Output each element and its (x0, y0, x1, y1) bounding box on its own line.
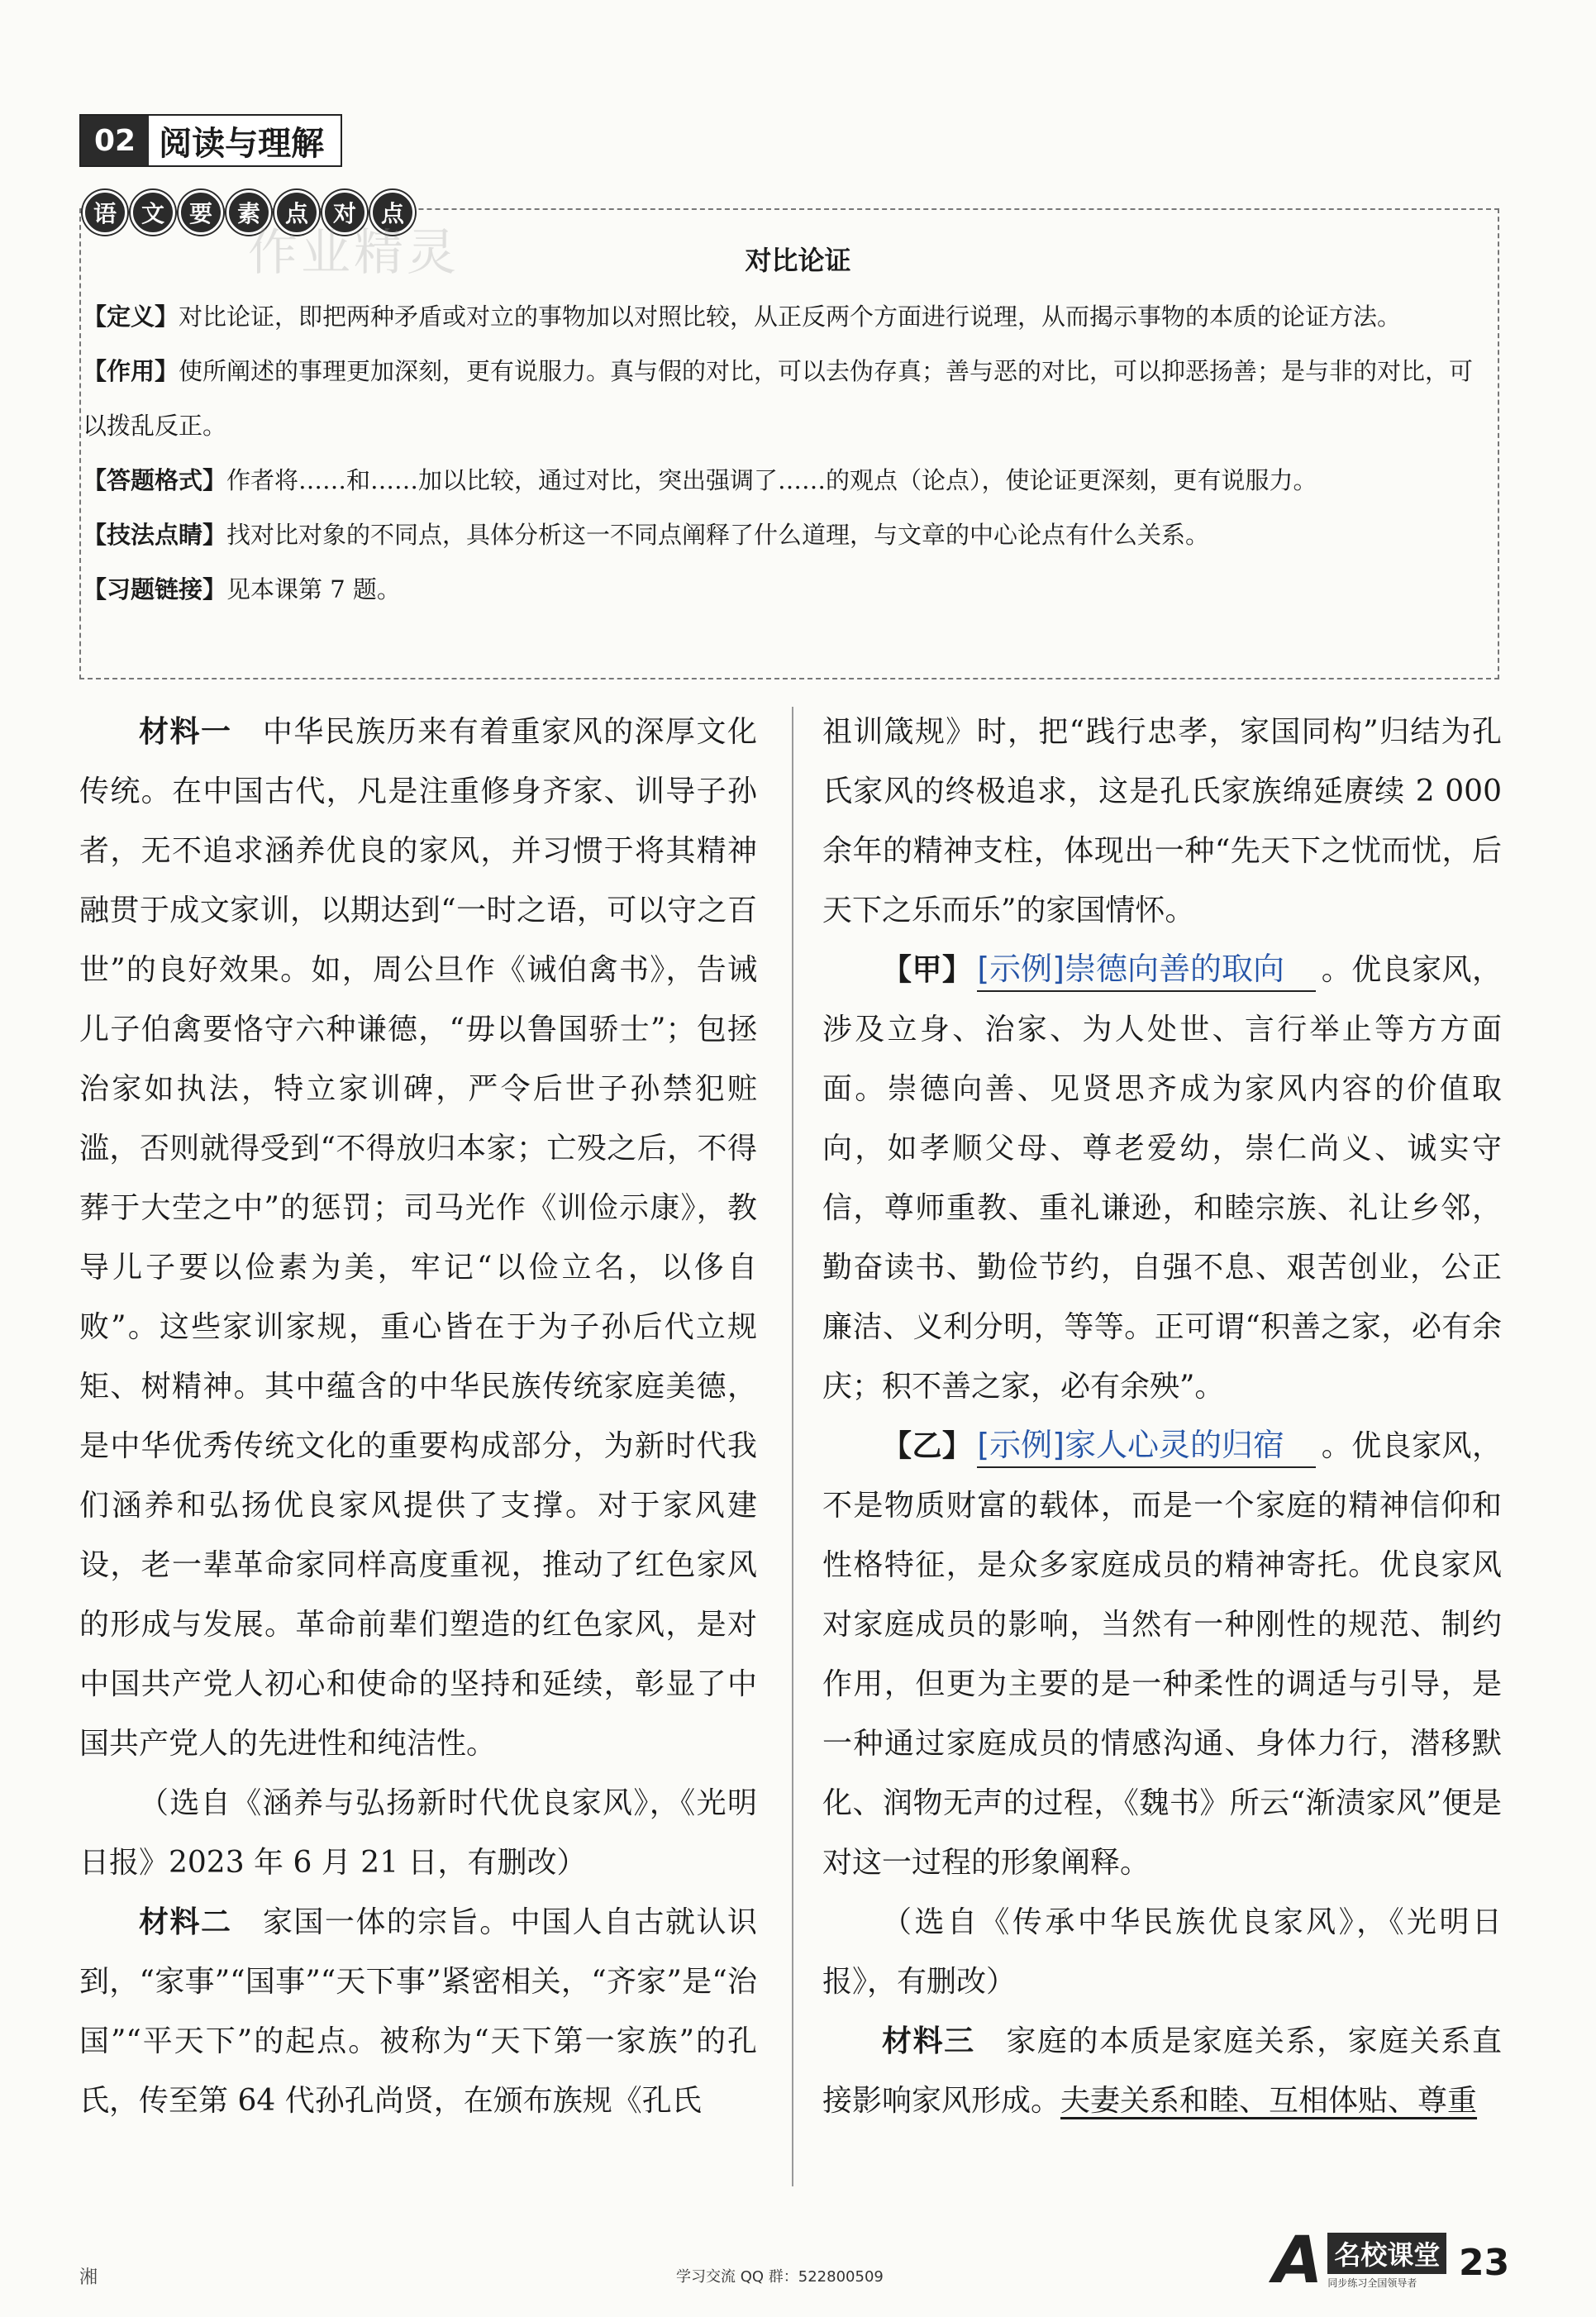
material-two (79, 1893, 757, 2131)
tag-char: 素 (226, 190, 271, 235)
definition-row (83, 289, 1496, 344)
tag-char: 对 (322, 190, 367, 235)
material-two-text: 家国一体的宗旨。中国人自古就认识到，“家事”“国事”“天下事”紧密相关，“齐家”是“治国”“平天下”的起点。被称为“天下第一家族”的孔氏，传至第 64 代孙孔尚贤，在颁布族规《孔氏 (79, 1905, 757, 2118)
tips-row (83, 508, 1496, 562)
column-divider (792, 707, 793, 2186)
footer-qq-group: 学习交流 QQ 群：522800509 (676, 2268, 884, 2286)
paragraph-jia (822, 941, 1502, 1417)
tag-char: 文 (131, 190, 175, 235)
watermark: 作业精灵 (248, 224, 460, 282)
format-label: 【答题格式】 (83, 466, 227, 494)
material-one-label: 材料一 (139, 715, 232, 749)
material-three-text: 家庭的本质是家庭关系，家庭关系直接影响家风形成。 (822, 2024, 1502, 2118)
material-one (79, 703, 757, 1774)
brand-logo (1273, 2224, 1446, 2298)
footer-region-mark: 湘 (79, 2267, 98, 2288)
definition-text: 对比论证，即把两种矛盾或对立的事物加以对照比较，从正反两个方面进行说理，从而揭示事物的本质的论证方法。 (179, 303, 1402, 331)
knowledge-title: 对比论证 (745, 245, 851, 276)
effect-label: 【作用】 (83, 357, 179, 385)
brand-name: 名校课堂 (1327, 2233, 1446, 2274)
yi-label: 【乙】 (882, 1429, 973, 1463)
material-three (822, 2012, 1502, 2131)
tag-char: 点 (274, 190, 319, 235)
tag-char: 要 (179, 190, 223, 235)
tips-text: 找对比对象的不同点，具体分析这一不同点阐释了什么道理，与文章的中心论点有什么关系。 (226, 521, 1210, 549)
yi-text: 。优良家风，不是物质财富的载体，而是一个家庭的精神信仰和性格特征，是众多家庭成员的精神寄托。优良家风对家庭成员的影响，当然有一种刚性的规范、制约作用，但更为主要的是一种柔性的调适与引导，是一种通过家庭成员的情感沟通、身体力行，潜移默化、润物无声的过程，《魏书》所云“渐渍家风”便是对这一过程的形象阐释。 (822, 1429, 1502, 1880)
material-three-underlined: 夫妻关系和睦、互相体贴、尊重 (1060, 2084, 1478, 2118)
section-number: 02 (81, 116, 149, 165)
tips-label: 【技法点睛】 (83, 521, 227, 549)
brand-letter: A (1273, 2224, 1323, 2298)
jia-text: 。优良家风，涉及立身、治家、为人处世、言行举止等方方面面。崇德向善、见贤思齐成为家风内容的价值取向，如孝顺父母、尊老爱幼，崇仁尚义、诚实守信，尊师重教、重礼谦逊，和睦宗族、礼让乡邻，勤奋读书、勤俭节约，自强不息、艰苦创业，公正廉洁、义利分明，等等。正可谓“积善之家，必有余庆；积不善之家，必有余殃”。 (822, 953, 1502, 1404)
jia-label: 【甲】 (882, 953, 973, 987)
material-one-source: （选自《涵养与弘扬新时代优良家风》，《光明日报》2023 年 6 月 21 日，有删改） (79, 1786, 757, 1880)
yi-answer: [示例]家人心灵的归宿 (977, 1423, 1316, 1468)
link-label: 【习题链接】 (83, 575, 227, 603)
material-three-label: 材料三 (882, 2024, 975, 2058)
jia-answer: [示例]崇德向善的取向 (977, 947, 1316, 992)
brand-subtitle: 同步练习全国领导者 (1327, 2277, 1417, 2289)
section-title: 阅读与理解 (159, 124, 325, 163)
knowledge-body (83, 289, 1496, 617)
section-header (79, 114, 342, 167)
tag-char: 点 (370, 190, 415, 235)
material-two-continued: 祖训箴规》时，把“践行忠孝，家国同构”归结为孔氏家风的终极追求，这是孔氏家族绵延赓续 2 000 余年的精神支柱，体现出一种“先天下之忧而忧，后天下之乐而乐”的家国情怀。 (822, 715, 1502, 927)
right-column (822, 703, 1502, 2131)
effect-row (83, 344, 1496, 453)
effect-text: 使所阐述的事理更加深刻，更有说服力。真与假的对比，可以去伪存真；善与恶的对比，可以抑恶扬善；是与非的对比，可以拨乱反正。 (83, 357, 1474, 440)
tag-char: 语 (83, 190, 127, 235)
paragraph-yi (822, 1417, 1502, 1893)
material-two-label: 材料二 (139, 1905, 232, 1939)
material-two-source: （选自《传承中华民族优良家风》，《光明日报》，有删改） (822, 1905, 1502, 1999)
link-text: 见本课第 7 题。 (226, 575, 401, 603)
link-row (83, 562, 1496, 617)
material-one-text: 中华民族历来有着重家风的深厚文化传统。在中国古代，凡是注重修身齐家、训导子孙者，无不追求涵养优良的家风，并习惯于将其精神融贯于成文家训，以期达到“一时之语，可以守之百世”的良好效果。如，周公旦作《诫伯禽书》，告诫儿子伯禽要恪守六种谦德，“毋以鲁国骄士”；包拯治家如执法，特立家训碑，严令后世子孙禁犯赃滥，否则就得受到“不得放归本家；亡殁之后，不得葬于大茔之中”的惩罚；司马光作《训俭示康》，教导儿子要以俭素为美，牢记“以俭立名，以侈自败”。这些家训家规，重心皆在于为子孙后代立规矩、树精神。其中蕴含的中华民族传统家庭美德，是中华优秀传统文化的重要构成部分，为新时代我们涵养和弘扬优良家风提供了支撑。对于家风建设，老一辈革命家同样高度重视，推动了红色家风的形成与发展。革命前辈们塑造的红色家风，是对中国共产党人初心和使命的坚持和延续，彰显了中国共产党人的先进性和纯洁性。 (79, 715, 757, 1761)
definition-label: 【定义】 (83, 303, 179, 331)
format-row (83, 453, 1496, 508)
left-column (79, 703, 757, 2131)
page-number: 23 (1459, 2242, 1510, 2284)
format-text: 作者将……和……加以比较，通过对比，突出强调了……的观点（论点），使论证更深刻，更有说服力。 (226, 466, 1317, 494)
